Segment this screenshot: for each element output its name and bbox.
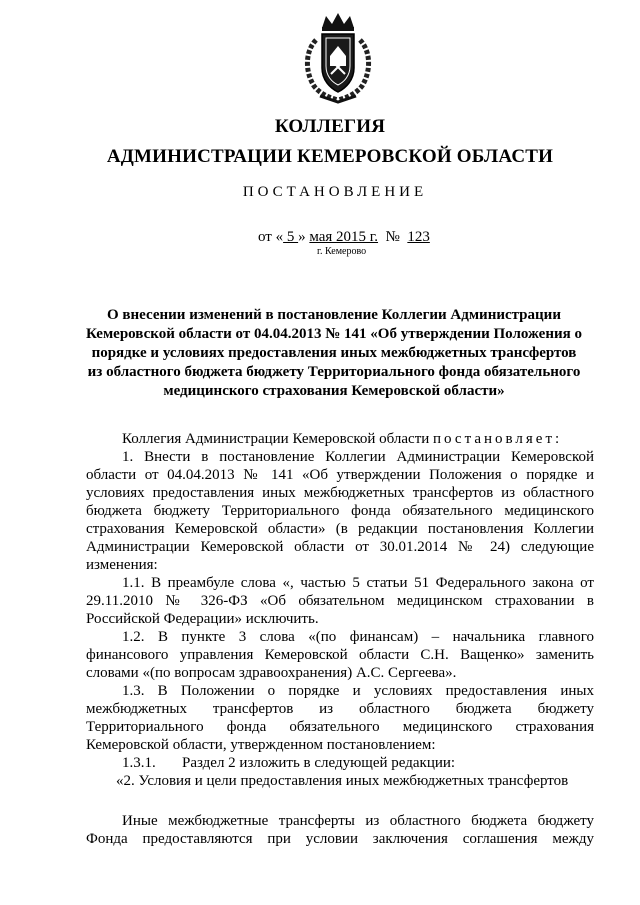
body-line: бюджета бюджету Территориального фонда обязательного медицинского — [86, 503, 594, 519]
title-line: О внесении изменений в постановление Коллегии Администрации — [107, 307, 561, 323]
title-line: медицинского страхования Кемеровской области» — [163, 383, 505, 399]
body-line: 1. Внести в постановление Коллегии Администрации Кемеровской — [122, 449, 594, 465]
body-line: 1.3.1. Раздел 2 изложить в следующей редакции: — [122, 755, 456, 771]
body-line: словами «(по вопросам здравоохранения) А.С. Сергеева». — [86, 665, 457, 681]
date-day: 5 — [283, 229, 299, 245]
document-number: 123 — [407, 229, 430, 245]
body-line: межбюджетных трансфертов из областного бюджета бюджету — [86, 701, 594, 717]
body-line: Территориального фонда обязательного медицинского страхования — [86, 719, 594, 735]
body-line: Администрации Кемеровской области от 30.01.2014 № 24) следующие — [86, 539, 594, 555]
body-line: финансового управления Кемеровской области С.Н. Ващенко» заменить — [86, 647, 594, 663]
body-line: Фонда предоставляются при условии заключения соглашения между — [86, 831, 594, 847]
date-prefix: от « — [258, 229, 284, 245]
title-line: Кемеровской области от 04.04.2013 № 141 «Об утверждении Положения о — [86, 326, 582, 342]
body-line: Российской Федерации» исключить. — [86, 611, 319, 627]
document-date-number — [258, 227, 430, 247]
org-name-line1: КОЛЛЕГИЯ — [274, 116, 386, 137]
title-line: из областного бюджета бюджету Территориального фонда обязательного — [87, 364, 581, 380]
body-line: «2. Условия и цели предоставления иных межбюджетных трансфертов — [116, 773, 569, 789]
intro-text: Коллегия Администрации Кемеровской области — [122, 431, 434, 447]
body-line: области от 04.04.2013 № 141 «Об утверждении Положения о порядке и — [86, 467, 594, 483]
body-line: страхования Кемеровской области» (в редакции постановления Коллегии — [86, 521, 594, 537]
body-line: Иные межбюджетные трансферты из областного бюджета бюджету — [122, 813, 594, 829]
date-month-year: мая 2015 г. — [309, 229, 379, 245]
body-line: 1.2. В пункте 3 слова «(по финансам) – начальника главного — [122, 629, 594, 645]
number-sign: № — [385, 229, 400, 245]
document-city: г. Кемерово — [317, 246, 367, 257]
body-line: изменения: — [86, 557, 158, 573]
title-line: порядке и условиях предоставления иных межбюджетных трансфертов — [91, 345, 577, 361]
org-name-line2: АДМИНИСТРАЦИИ КЕМЕРОВСКОЙ ОБЛАСТИ — [106, 146, 554, 167]
intro-resolves: постановляет: — [433, 431, 563, 447]
document-body — [86, 430, 594, 848]
body-line: 1.3. В Положении о порядке и условиях предоставления иных — [122, 683, 594, 699]
document-title — [80, 306, 588, 401]
body-line: условиях предоставления иных межбюджетных трансфертов из областного — [86, 485, 594, 501]
date-mid: » — [298, 229, 310, 245]
body-line: Кемеровской области, утвержденном постановлением: — [86, 737, 436, 753]
kemerovo-coat-of-arms-icon — [294, 10, 382, 106]
body-line: 29.11.2010 № 326-ФЗ «Об обязательном медицинском страховании в — [86, 593, 594, 609]
body-line: 1.1. В преамбуле слова «, частью 5 статьи 51 Федерального закона от — [122, 575, 594, 591]
document-type: ПОСТАНОВЛЕНИЕ — [242, 184, 428, 200]
intro-line — [86, 430, 594, 448]
